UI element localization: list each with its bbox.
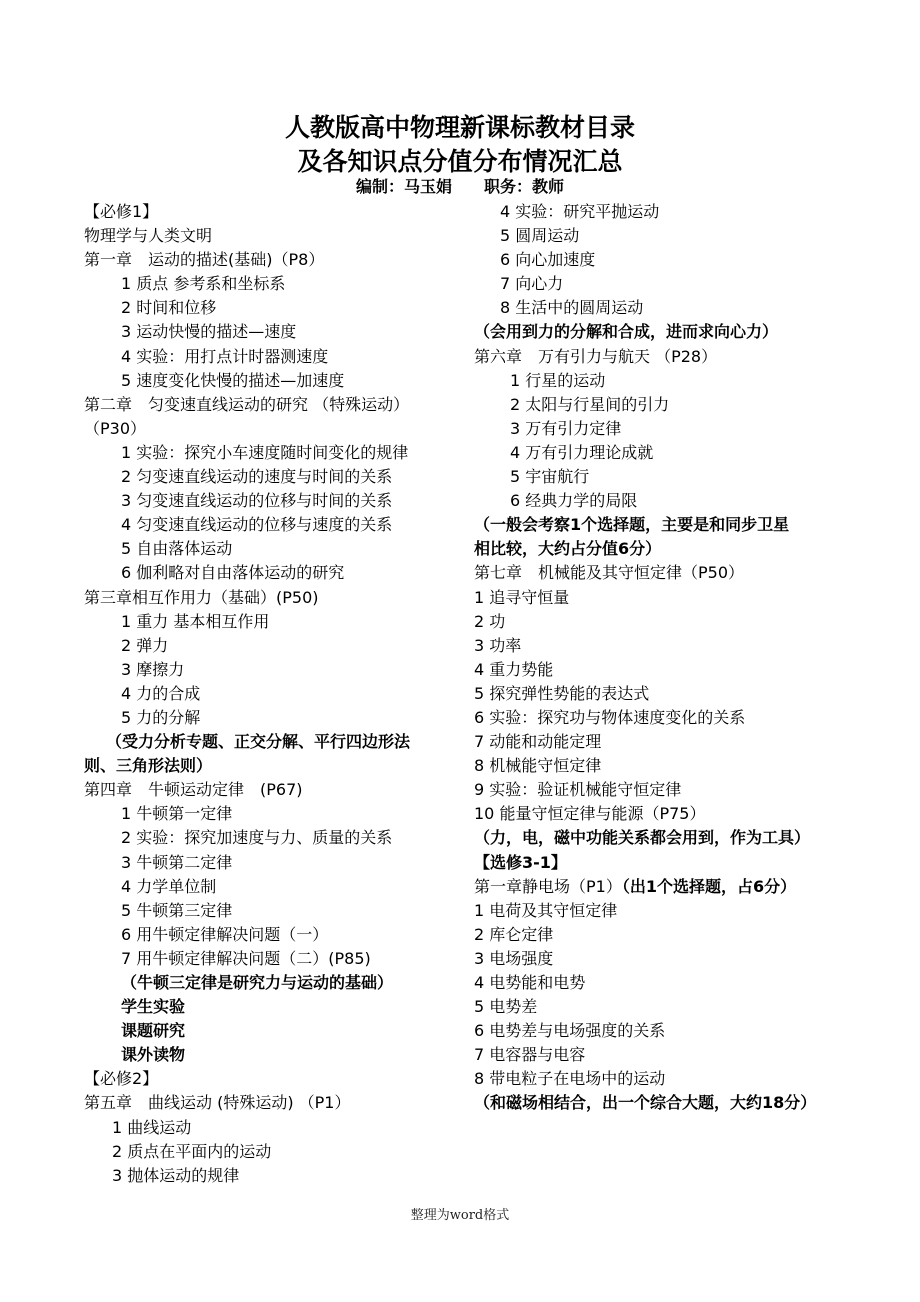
toc-line: 5 圆周运动 <box>500 226 580 246</box>
toc-line: 7 动能和动能定理 <box>474 732 602 752</box>
toc-line: 【必修1】 <box>84 202 159 221</box>
toc-line: 学生实验 <box>121 997 186 1017</box>
toc-line: 3 匀变速直线运动的位移与时间的关系 <box>121 491 393 511</box>
toc-line: 8 带电粒子在电场中的运动 <box>474 1069 666 1089</box>
toc-line: 7 用牛顿定律解决问题（二）(P85) <box>121 948 371 968</box>
toc-line: 5 探究弹性势能的表达式 <box>474 683 650 703</box>
toc-line: （受力分析专题、正交分解、平行四边形法 <box>106 732 411 752</box>
toc-line: 7 向心力 <box>500 274 564 294</box>
toc-line: 课外读物 <box>121 1045 186 1065</box>
toc-line: 则、三角形法则） <box>84 756 213 776</box>
toc-line: 3 运动快慢的描述—速度 <box>121 322 297 342</box>
toc-line: 4 万有引力理论成就 <box>510 442 654 462</box>
toc-line: 物理学与人类文明 <box>84 226 213 246</box>
toc-line: 3 牛顿第二定律 <box>121 852 233 872</box>
toc-line: 6 经典力学的局限 <box>510 491 638 511</box>
toc-line: 2 功 <box>474 611 506 631</box>
toc-line: （牛顿三定律是研究力与运动的基础） <box>121 973 394 992</box>
toc-line: 第六章 万有引力与航天 （P28） <box>474 346 718 366</box>
toc-line: 1 重力 基本相互作用 <box>121 611 270 631</box>
toc-line: 6 用牛顿定律解决问题（一） <box>121 924 329 944</box>
toc-line: 8 机械能守恒定律 <box>474 756 602 776</box>
toc-line: 5 速度变化快慢的描述—加速度 <box>121 370 345 390</box>
toc-line: 10 能量守恒定律与能源（P75） <box>474 804 706 824</box>
toc-line: 4 电势能和电势 <box>474 973 586 992</box>
toc-line: 1 追寻守恒量 <box>474 587 570 607</box>
toc-line: 第七章 机械能及其守恒定律（P50） <box>474 563 745 583</box>
page-footer: 整理为word格式 <box>410 1208 510 1223</box>
document-title: 人教版高中物理新课标教材目录 <box>284 113 635 142</box>
toc-line: 1 实验：探究小车速度随时间变化的规律 <box>121 442 409 462</box>
toc-line: 2 质点在平面内的运动 <box>112 1141 272 1161</box>
toc-line: 2 匀变速直线运动的速度与时间的关系 <box>121 467 393 487</box>
toc-line: 第三章相互作用力（基础）(P50) <box>84 587 319 607</box>
toc-line: 3 万有引力定律 <box>510 418 622 438</box>
toc-line: 【必修2】 <box>84 1069 159 1089</box>
toc-line: 6 电势差与电场强度的关系 <box>474 1021 666 1041</box>
toc-line: 【选修3-1】 <box>474 852 567 872</box>
toc-line: 第五章 曲线运动 (特殊运动) （P1） <box>84 1093 351 1113</box>
toc-line: 5 牛顿第三定律 <box>121 900 233 920</box>
toc-line: 3 抛体运动的规律 <box>112 1165 240 1185</box>
toc-line: 2 时间和位移 <box>121 298 217 318</box>
toc-line: 第四章 牛顿运动定律 (P67) <box>84 780 303 800</box>
toc-line: 2 库仑定律 <box>474 924 554 944</box>
toc-line: 4 力学单位制 <box>121 876 217 896</box>
toc-line: 3 摩擦力 <box>121 659 185 679</box>
toc-line: 6 伽利略对自由落体运动的研究 <box>121 563 345 583</box>
toc-line: 4 重力势能 <box>474 659 554 679</box>
document-subtitle: 及各知识点分值分布情况汇总 <box>297 147 623 176</box>
toc-line: 5 宇宙航行 <box>510 467 590 487</box>
toc-line: 第一章 运动的描述(基础)（P8） <box>84 250 325 270</box>
toc-line: 5 自由落体运动 <box>121 539 233 559</box>
toc-line: 4 实验：研究平抛运动 <box>500 202 660 221</box>
left-column <box>84 200 464 1188</box>
toc-line: 4 力的合成 <box>121 683 201 703</box>
toc-line: （一般会考察1个选择题，主要是和同步卫星 <box>474 515 790 535</box>
toc-line: 2 弹力 <box>121 635 169 655</box>
toc-line: （力，电，磁中功能关系都会用到，作为工具） <box>474 828 811 848</box>
toc-line: 4 匀变速直线运动的位移与速度的关系 <box>121 515 393 535</box>
toc-line: 1 行星的运动 <box>510 370 606 390</box>
toc-line: 6 实验：探究功与物体速度变化的关系 <box>474 707 746 727</box>
toc-line: 相比较，大约占分值6分） <box>474 539 662 559</box>
toc-line: 1 曲线运动 <box>112 1117 192 1137</box>
toc-line: 4 实验：用打点计时器测速度 <box>121 346 329 366</box>
toc-line: 3 电场强度 <box>474 948 554 968</box>
author-line: 编制：马玉娟 职务：教师 <box>355 177 564 196</box>
toc-line: 5 力的分解 <box>121 707 201 727</box>
toc-line: 第二章 匀变速直线运动的研究 （特殊运动） <box>84 394 410 414</box>
toc-line: 1 质点 参考系和坐标系 <box>121 274 286 294</box>
toc-line: 课题研究 <box>121 1021 186 1041</box>
right-column <box>474 200 866 1116</box>
toc-line: 1 电荷及其守恒定律 <box>474 900 618 920</box>
toc-line: （会用到力的分解和合成，进而求向心力） <box>474 322 779 342</box>
toc-line: 1 牛顿第一定律 <box>121 804 233 824</box>
toc-line: 8 生活中的圆周运动 <box>500 298 644 318</box>
toc-line: 7 电容器与电容 <box>474 1045 586 1065</box>
toc-line: （和磁场相结合，出一个综合大题，大约18分） <box>474 1093 817 1113</box>
toc-line: 9 实验：验证机械能守恒定律 <box>474 780 682 800</box>
toc-line: 6 向心加速度 <box>500 250 596 270</box>
toc-line: 2 实验：探究加速度与力、质量的关系 <box>121 828 393 848</box>
toc-line: 5 电势差 <box>474 997 538 1017</box>
toc-line: 第一章静电场（P1）（出1个选择题，占6分） <box>474 876 797 896</box>
toc-line: 3 功率 <box>474 635 522 655</box>
toc-line: （P30） <box>84 418 147 438</box>
toc-line: 2 太阳与行星间的引力 <box>510 394 670 414</box>
